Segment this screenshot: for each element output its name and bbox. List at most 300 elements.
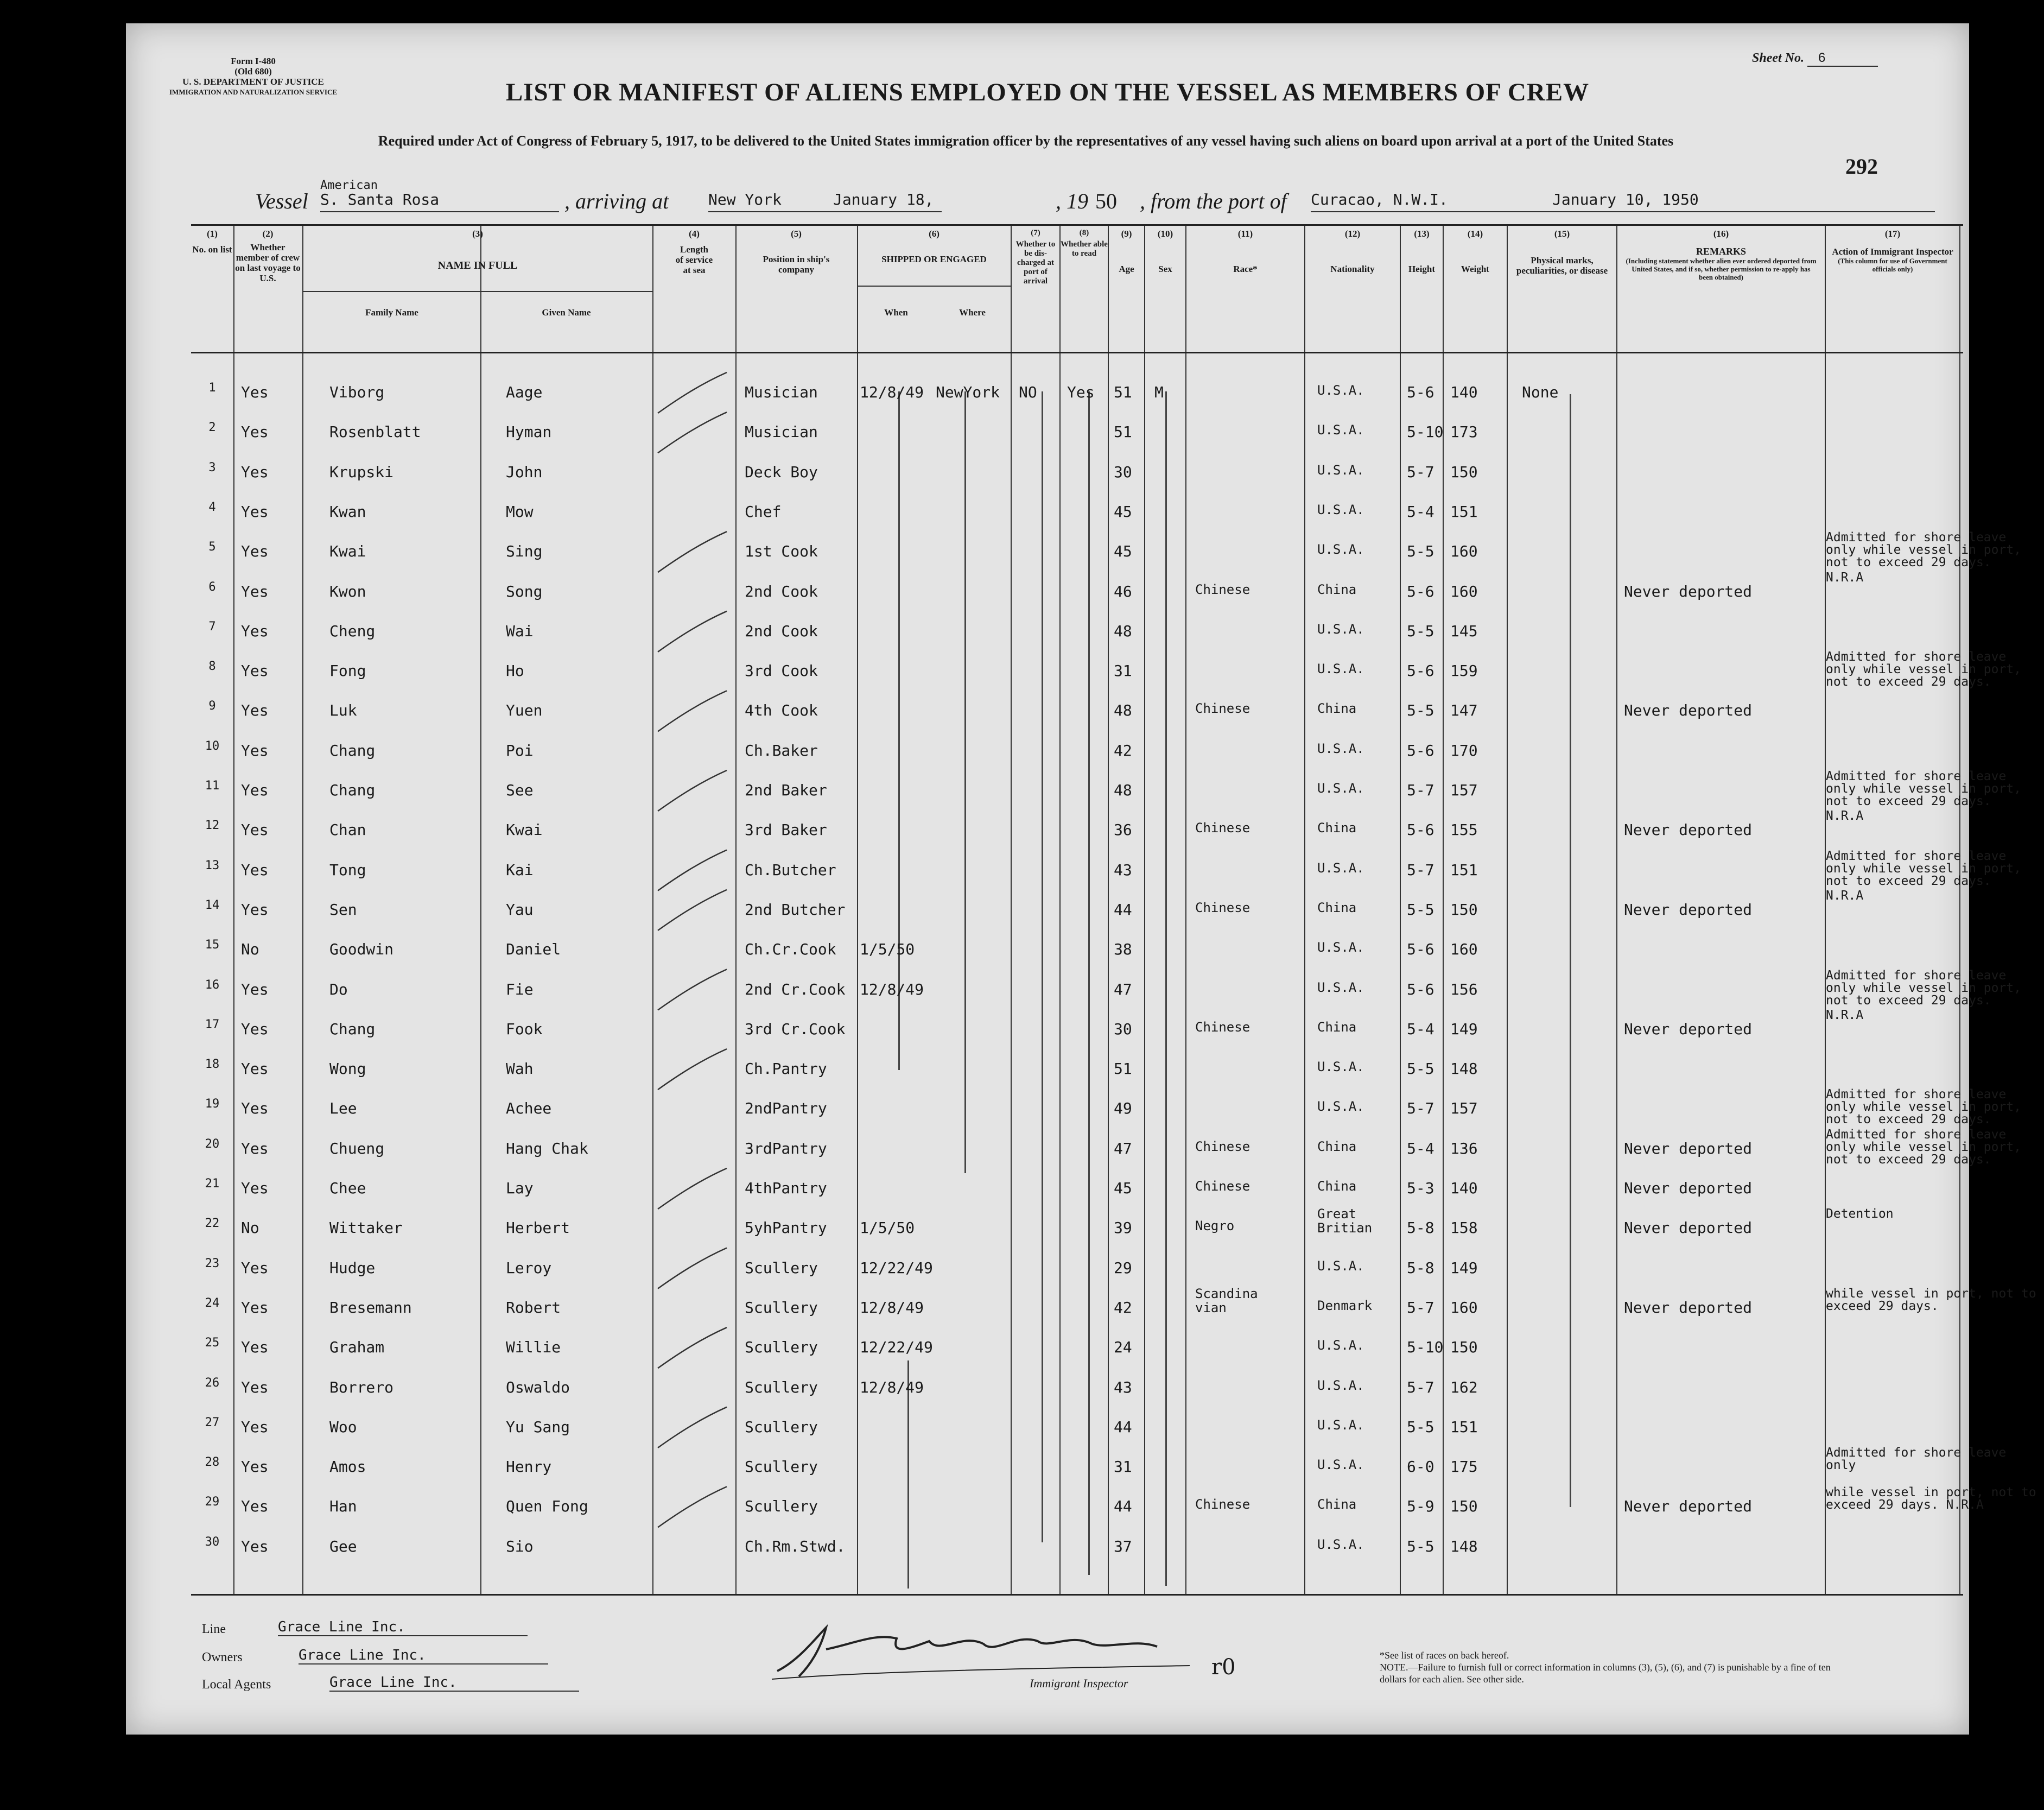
cell-nationality: China — [1317, 1019, 1357, 1035]
table-row — [191, 1446, 2007, 1497]
cell-age: 24 — [1114, 1338, 1132, 1357]
cell-given: Hyman — [506, 423, 552, 441]
cell-crew: Yes — [241, 582, 269, 600]
cell-nationality: China — [1317, 1497, 1357, 1512]
col-header-remarks: (16) REMARKS (Including statement whether alien ever ordered deported from United States, and if so, whether permission to re-apply has been obtained) — [1626, 229, 1817, 281]
table-row — [191, 1127, 2022, 1179]
cell-nationality: Denmark — [1317, 1298, 1373, 1313]
cell-position: 3rdPantry — [745, 1139, 827, 1157]
cell-age: 29 — [1114, 1258, 1132, 1277]
form-number: Form I-480 — [231, 56, 276, 66]
cell-no: 12 — [205, 819, 220, 833]
cell-nationality: U.S.A. — [1317, 1258, 1364, 1274]
cell-family: Chang — [329, 741, 376, 760]
cell-height: 5-10 — [1407, 1338, 1444, 1357]
cell-age: 48 — [1114, 781, 1132, 799]
cell-crew: Yes — [241, 900, 269, 919]
cell-when: 12/22/49 — [860, 1258, 933, 1277]
cell-height: 5-4 — [1407, 1139, 1434, 1157]
cell-no: 4 — [208, 500, 216, 514]
table-row — [191, 1338, 1963, 1377]
cell-nationality: U.S.A. — [1317, 1417, 1364, 1433]
cell-given: Daniel — [506, 940, 561, 959]
cell-position: 2ndPantry — [745, 1099, 827, 1118]
sheet-number-label: Sheet No. — [1752, 51, 1804, 65]
col-header-inspector-action: (17) Action of Immigrant Inspector (This column for use of Government officials only) — [1832, 229, 1953, 273]
vessel-name: S. Santa Rosa — [320, 191, 559, 212]
cell-nationality: U.S.A. — [1317, 940, 1364, 955]
cell-nationality: China — [1317, 1179, 1357, 1194]
cell-nationality: U.S.A. — [1317, 979, 1364, 995]
cell-age: 45 — [1114, 1179, 1132, 1197]
owners-label: Owners — [202, 1650, 243, 1665]
cell-height: 5-8 — [1407, 1219, 1434, 1237]
cell-age: 43 — [1114, 860, 1132, 879]
inspector-signature — [766, 1617, 1201, 1682]
cell-family: Luk — [329, 701, 357, 720]
table-row — [191, 1286, 2036, 1338]
cell-position: 4thPantry — [745, 1179, 827, 1197]
cell-weight: 160 — [1450, 1298, 1478, 1317]
cell-height: 5-5 — [1407, 900, 1434, 919]
cell-given: Henry — [506, 1458, 552, 1476]
cell-when: 12/22/49 — [860, 1338, 933, 1357]
cell-crew: Yes — [241, 1298, 269, 1317]
cell-age: 42 — [1114, 741, 1132, 760]
cell-height: 5-4 — [1407, 1020, 1434, 1038]
cell-no: 5 — [208, 540, 216, 554]
cell-race: Chinese — [1195, 1497, 1250, 1512]
manifest-footer — [126, 1595, 1969, 1725]
cell-family: Tong — [329, 860, 366, 879]
cell-crew: Yes — [241, 860, 269, 879]
cell-height: 5-5 — [1407, 1537, 1434, 1555]
page-subtitle: Required under Act of Congress of February 5, 1917, to be delivered to the United States immigration officer by the representatives of any vessel having such aliens on board upon arrival at a port of the United States — [378, 133, 1674, 149]
cell-action: Admitted for shore leave only while vessel in port, not to exceed 29 days. — [1826, 849, 2022, 888]
cell-race: Chinese — [1195, 1019, 1250, 1035]
cell-age: 31 — [1114, 1458, 1132, 1476]
cell-given: Wah — [506, 1060, 534, 1078]
handwritten-initials: r0 — [1211, 1655, 1236, 1680]
cell-race: Chinese — [1195, 1138, 1250, 1154]
cell-age: 47 — [1114, 980, 1132, 998]
cell-weight: 151 — [1450, 860, 1478, 879]
cell-no: 2 — [208, 421, 216, 435]
cell-race: Chinese — [1195, 1179, 1250, 1194]
col-header-shipped: (6) SHIPPED OR ENGAGED — [881, 229, 987, 264]
cell-weight: 136 — [1450, 1139, 1478, 1157]
cell-position: Ch.Baker — [745, 741, 818, 760]
cell-nationality: U.S.A. — [1317, 781, 1364, 796]
cell-crew: Yes — [241, 383, 269, 401]
cell-no: 24 — [205, 1296, 220, 1310]
cell-nationality: U.S.A. — [1317, 661, 1364, 677]
from-port-label: , from the port of — [1140, 189, 1287, 213]
cell-height: 5-5 — [1407, 622, 1434, 640]
cell-action: N.R.A — [1826, 1008, 1864, 1022]
cell-position: 2nd Baker — [745, 781, 827, 799]
col-header-weight: (14) Weight — [1461, 229, 1489, 274]
cell-weight: 150 — [1450, 900, 1478, 919]
local-agents-value: Grace Line Inc. — [329, 1674, 579, 1692]
cell-action: N.R.A — [1826, 570, 1864, 585]
cell-nationality: U.S.A. — [1317, 1059, 1364, 1075]
cell-action: while vessel in port, not to exceed 29 days. N.R.A — [1826, 1485, 2036, 1512]
cell-given: Robert — [506, 1298, 561, 1317]
cell-family: Borrero — [329, 1378, 394, 1396]
form-old-number: (Old 680) — [234, 66, 272, 77]
cell-nationality: China — [1317, 581, 1357, 597]
table-row — [191, 460, 1963, 502]
cell-when: 12/8/49 — [860, 383, 924, 401]
cell-weight: 150 — [1450, 463, 1478, 481]
cell-height: 5-6 — [1407, 383, 1434, 401]
cell-nationality: China — [1317, 820, 1357, 836]
cell-nationality: U.S.A. — [1317, 502, 1364, 517]
cell-no: 26 — [205, 1376, 220, 1390]
cell-crew: Yes — [241, 542, 269, 561]
cell-nationality: U.S.A. — [1317, 1338, 1364, 1353]
cell-race: Chinese — [1195, 581, 1250, 597]
cell-when: 12/8/49 — [860, 1298, 924, 1317]
vessel-line — [255, 179, 1938, 219]
penalty-note: NOTE.—Failure to furnish full or correct information in columns (3), (5), (6), and (7) is punishable by a fine of ten dollars for each alien. See other side. — [1380, 1662, 1831, 1685]
race-note: *See list of races on back hereof. — [1380, 1650, 1509, 1661]
cell-action: Detention — [1826, 1207, 1894, 1222]
cell-remarks: Never deported — [1624, 900, 1753, 919]
cell-nationality: U.S.A. — [1317, 383, 1364, 398]
cell-height: 5-3 — [1407, 1179, 1434, 1197]
cell-weight: 140 — [1450, 383, 1478, 401]
cell-family: Sen — [329, 900, 357, 919]
cell-crew: Yes — [241, 1378, 269, 1396]
table-row — [191, 1179, 1963, 1218]
cell-race: Scandina vian — [1195, 1286, 1258, 1315]
cell-height: 5-6 — [1407, 662, 1434, 680]
line-value: Grace Line Inc. — [278, 1619, 528, 1636]
cell-height: 5-7 — [1407, 1378, 1434, 1396]
col-header-when: When — [884, 307, 908, 318]
cell-age: 45 — [1114, 502, 1132, 521]
cell-family: Wittaker — [329, 1219, 403, 1237]
cell-position: Scullery — [745, 1258, 818, 1277]
col-header-physical-marks: (15) Physical marks, peculiarities, or disease — [1516, 229, 1608, 276]
cell-crew: Yes — [241, 701, 269, 720]
col-header-discharged: (7) Whether to be dis-charged at port of arrival — [1015, 229, 1056, 286]
table-row — [191, 1415, 1963, 1457]
cell-remarks: Never deported — [1624, 701, 1753, 720]
cell-action: Admitted for shore leave only while vessel in port, not to exceed 29 days. — [1826, 968, 2022, 1008]
cell-crew: Yes — [241, 1537, 269, 1555]
cell-family: Amos — [329, 1458, 366, 1476]
cell-crew: Yes — [241, 741, 269, 760]
cell-family: Wong — [329, 1060, 366, 1078]
cell-nationality: U.S.A. — [1317, 741, 1364, 756]
cell-given: Fie — [506, 980, 534, 998]
page-number: 292 — [1845, 154, 1878, 179]
cell-action: Admitted for shore leave only while vessel in port, not to exceed 29 days. — [1826, 650, 2022, 689]
cell-no: 21 — [205, 1177, 220, 1191]
cell-position: Scullery — [745, 1417, 818, 1436]
cell-age: 43 — [1114, 1378, 1132, 1396]
cell-position: Scullery — [745, 1458, 818, 1476]
cell-nationality: U.S.A. — [1317, 621, 1364, 637]
cell-given: Yu Sang — [506, 1417, 570, 1436]
cell-no: 20 — [205, 1137, 220, 1151]
table-row — [191, 968, 2022, 1020]
cell-given: Sing — [506, 542, 543, 561]
cell-age: 44 — [1114, 1497, 1132, 1516]
sheet-number — [1752, 50, 1878, 67]
sheet-number-value: 6 — [1807, 50, 1878, 67]
cell-height: 5-7 — [1407, 1099, 1434, 1118]
table-row — [191, 701, 1963, 741]
cell-no: 22 — [205, 1217, 220, 1231]
table-row — [191, 1060, 1963, 1099]
col-header-nationality: (12) Nationality — [1330, 229, 1375, 274]
cell-age: 39 — [1114, 1219, 1132, 1237]
vessel-label: Vessel — [255, 189, 308, 213]
col-header-able-read: (8) Whether able to read — [1061, 229, 1108, 258]
cell-position: 3rd Baker — [745, 821, 827, 839]
col-header-length-service: (4) Length of service at sea — [675, 229, 713, 275]
cell-position: 3rd Cr.Cook — [745, 1020, 846, 1038]
cell-given: Kai — [506, 860, 534, 879]
cell-position: 1st Cook — [745, 542, 818, 561]
cell-given: Yuen — [506, 701, 543, 720]
cell-no: 15 — [205, 938, 220, 952]
cell-height: 5-7 — [1407, 463, 1434, 481]
cell-position: Ch.Butcher — [745, 860, 836, 879]
cell-weight: 159 — [1450, 662, 1478, 680]
cell-given: Herbert — [506, 1219, 570, 1237]
cell-family: Lee — [329, 1099, 357, 1118]
cell-position: Chef — [745, 502, 782, 521]
cell-position: Scullery — [745, 1298, 818, 1317]
cell-position: 5yhPantry — [745, 1219, 827, 1237]
cell-no: 30 — [205, 1535, 220, 1549]
departure-date: January 10, 1950 — [1552, 191, 1699, 208]
cell-weight: 147 — [1450, 701, 1478, 720]
cell-height: 5-4 — [1407, 502, 1434, 521]
cell-crew: No — [241, 940, 259, 959]
cell-given: Oswaldo — [506, 1378, 570, 1396]
cell-age: 44 — [1114, 1417, 1132, 1436]
cell-marks: None — [1522, 383, 1559, 401]
cell-sex: M — [1154, 383, 1164, 401]
table-row — [191, 849, 2022, 900]
cell-nationality: Great Britian — [1317, 1206, 1373, 1236]
cell-no: 28 — [205, 1455, 220, 1470]
cell-when: 12/8/49 — [860, 1378, 924, 1396]
cell-crew: Yes — [241, 1099, 269, 1118]
table-row — [191, 650, 2022, 701]
cell-age: 30 — [1114, 1020, 1132, 1038]
cell-age: 49 — [1114, 1099, 1132, 1118]
cell-weight: 160 — [1450, 582, 1478, 600]
cell-position: Ch.Pantry — [745, 1060, 827, 1078]
cell-weight: 151 — [1450, 502, 1478, 521]
manifest-sheet — [126, 23, 2036, 1735]
cell-no: 11 — [205, 779, 220, 793]
table-row — [191, 1008, 1963, 1059]
cell-age: 51 — [1114, 383, 1132, 401]
cell-given: Sio — [506, 1537, 534, 1555]
cell-remarks: Never deported — [1624, 582, 1753, 600]
cell-given: Hang Chak — [506, 1139, 588, 1157]
cell-no: 13 — [205, 858, 220, 872]
cell-position: 4th Cook — [745, 701, 818, 720]
table-row — [191, 1485, 2036, 1536]
cell-height: 5-5 — [1407, 701, 1434, 720]
cell-crew: Yes — [241, 1417, 269, 1436]
cell-no: 18 — [205, 1058, 220, 1072]
cell-family: Han — [329, 1497, 357, 1516]
cell-read: Yes — [1067, 383, 1095, 401]
cell-position: Scullery — [745, 1497, 818, 1516]
table-row — [191, 1537, 1963, 1577]
cell-family: Woo — [329, 1417, 357, 1436]
cell-family: Viborg — [329, 383, 385, 401]
col-header-where: Where — [959, 307, 986, 318]
cell-action: Admitted for shore leave only while vessel in port, not to exceed 29 days. — [1826, 530, 2022, 570]
col-header-height: (13) Height — [1408, 229, 1436, 274]
cell-weight: 149 — [1450, 1258, 1478, 1277]
cell-weight: 150 — [1450, 1497, 1478, 1516]
cell-nationality: U.S.A. — [1317, 1377, 1364, 1393]
cell-when: 1/5/50 — [860, 1219, 915, 1237]
cell-race: Chinese — [1195, 701, 1250, 717]
cell-family: Fong — [329, 662, 366, 680]
cell-given: Lay — [506, 1179, 534, 1197]
cell-weight: 150 — [1450, 1338, 1478, 1357]
cell-height: 5-6 — [1407, 741, 1434, 760]
cell-height: 5-5 — [1407, 1060, 1434, 1078]
cell-weight: 157 — [1450, 781, 1478, 799]
cell-family: Cheng — [329, 622, 376, 640]
cell-position: Musician — [745, 383, 818, 401]
cell-crew: Yes — [241, 1338, 269, 1357]
cell-family: Kwai — [329, 542, 366, 561]
cell-action: Admitted for shore leave only while vessel in port, not to exceed 29 days. — [1826, 1087, 2022, 1127]
cell-height: 6-0 — [1407, 1458, 1434, 1476]
cell-position: 2nd Cook — [745, 622, 818, 640]
year-suffix: 50 — [1095, 189, 1117, 213]
cell-no: 6 — [208, 580, 216, 594]
cell-height: 5-6 — [1407, 582, 1434, 600]
cell-given: Kwai — [506, 821, 543, 839]
cell-position: Ch.Cr.Cook — [745, 940, 836, 959]
table-row — [191, 888, 1963, 940]
cell-weight: 140 — [1450, 1179, 1478, 1197]
cell-when: 12/8/49 — [860, 980, 924, 998]
cell-race: Negro — [1195, 1218, 1235, 1234]
cell-no: 19 — [205, 1097, 220, 1111]
cell-given: Mow — [506, 502, 534, 521]
page-title: LIST OR MANIFEST OF ALIENS EMPLOYED ON THE VESSEL AS MEMBERS OF CREW — [505, 78, 1590, 106]
cell-weight: 158 — [1450, 1219, 1478, 1237]
cell-when: 1/5/50 — [860, 940, 915, 959]
cell-no: 1 — [208, 381, 216, 395]
cell-remarks: Never deported — [1624, 1179, 1753, 1197]
department-name: U. S. DEPARTMENT OF JUSTICE — [182, 77, 324, 87]
cell-nationality: U.S.A. — [1317, 462, 1364, 478]
cell-discharged: NO — [1019, 383, 1037, 401]
cell-nationality: U.S.A. — [1317, 1536, 1364, 1552]
cell-family: Kwan — [329, 502, 366, 521]
table-row — [191, 1087, 2022, 1138]
cell-given: Poi — [506, 741, 534, 760]
arriving-port: New York — [708, 191, 942, 212]
cell-height: 5-6 — [1407, 940, 1434, 959]
cell-weight: 175 — [1450, 1458, 1478, 1476]
col-header-age: (9) Age — [1119, 229, 1134, 274]
cell-family: Kwon — [329, 582, 366, 600]
cell-action: while vessel in port, not to exceed 29 days. — [1826, 1286, 2036, 1313]
cell-given: Aage — [506, 383, 543, 401]
cell-no: 25 — [205, 1336, 220, 1350]
table-row — [191, 530, 2022, 581]
cell-crew: Yes — [241, 1497, 269, 1516]
cell-given: Yau — [506, 900, 534, 919]
cell-position: Deck Boy — [745, 463, 818, 481]
cell-crew: Yes — [241, 1060, 269, 1078]
cell-age: 36 — [1114, 821, 1132, 839]
cell-action: N.R.A — [1826, 888, 1864, 903]
cell-weight: 160 — [1450, 542, 1478, 561]
cell-family: Graham — [329, 1338, 385, 1357]
cell-nationality: U.S.A. — [1317, 542, 1364, 558]
col-header-no: (1) No. on list — [192, 229, 232, 255]
cell-given: John — [506, 463, 543, 481]
cell-position: 2nd Cook — [745, 582, 818, 600]
cell-no: 10 — [205, 739, 220, 753]
cell-family: Goodwin — [329, 940, 394, 959]
col-header-position: (5) Position in ship's company — [763, 229, 830, 275]
cell-action: Admitted for shore leave only while vessel in port, not to exceed 29 days. — [1826, 1127, 2022, 1167]
cell-no: 7 — [208, 619, 216, 634]
cell-no: 27 — [205, 1415, 220, 1429]
cell-given: Achee — [506, 1099, 552, 1118]
cell-no: 29 — [205, 1495, 220, 1509]
cell-remarks: Never deported — [1624, 1298, 1753, 1317]
cell-given: Leroy — [506, 1258, 552, 1277]
cell-no: 17 — [205, 1017, 220, 1031]
cell-age: 47 — [1114, 1139, 1132, 1157]
cell-age: 51 — [1114, 1060, 1132, 1078]
owners-value: Grace Line Inc. — [299, 1647, 548, 1665]
col-header-family-name: Family Name — [365, 307, 418, 318]
cell-remarks: Never deported — [1624, 1020, 1753, 1038]
cell-position: Scullery — [745, 1378, 818, 1396]
cell-family: Bresemann — [329, 1298, 412, 1317]
cell-weight: 173 — [1450, 423, 1478, 441]
cell-height: 5-9 — [1407, 1497, 1434, 1516]
cell-age: 31 — [1114, 662, 1132, 680]
cell-family: Chang — [329, 781, 376, 799]
cell-weight: 160 — [1450, 940, 1478, 959]
cell-family: Rosenblatt — [329, 423, 421, 441]
cell-nationality: China — [1317, 701, 1357, 717]
cell-no: 3 — [208, 460, 216, 474]
table-row — [191, 1256, 1963, 1298]
cell-given: Fook — [506, 1020, 543, 1038]
cell-crew: Yes — [241, 781, 269, 799]
col-header-crew-last-voyage: (2) Whether member of crew on last voyage to U.S. — [235, 229, 301, 283]
cell-age: 48 — [1114, 701, 1132, 720]
col-header-given-name: Given Name — [542, 307, 591, 318]
cell-age: 48 — [1114, 622, 1132, 640]
